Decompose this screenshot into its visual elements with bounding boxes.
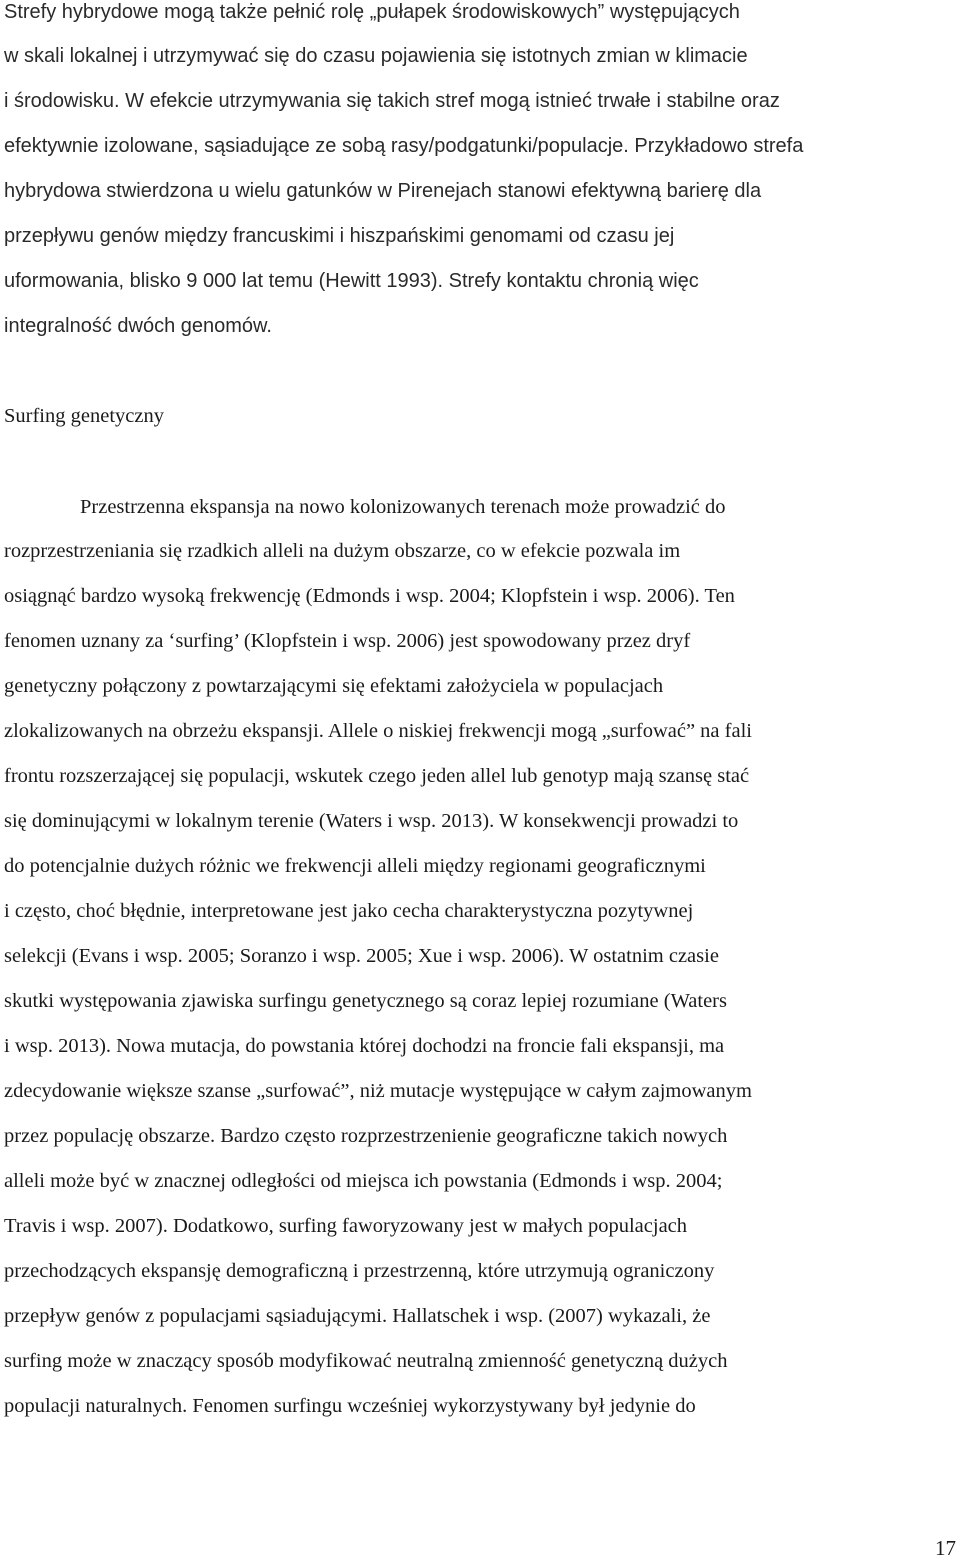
text-line: zlokalizowanych na obrzeżu ekspansji. Allele o niskiej frekwencji mogą „surfować” na fali	[4, 720, 752, 742]
text-line: przez populację obszarze. Bardzo często rozprzestrzenienie geograficzne takich nowych	[4, 1125, 728, 1147]
text-line: do potencjalnie dużych różnic we frekwencji alleli między regionami geograficznymi	[4, 855, 706, 877]
text-line: i wsp. 2013). Nowa mutacja, do powstania której dochodzi na froncie fali ekspansji, ma	[4, 1035, 725, 1057]
text-line: przepływu genów między francuskimi i hiszpańskimi genomami od czasu jej	[4, 225, 675, 247]
text-line: osiągnąć bardzo wysoką frekwencję (Edmonds i wsp. 2004; Klopfstein i wsp. 2006). Ten	[4, 585, 735, 607]
page-number: 17	[935, 1536, 956, 1560]
text-line: selekcji (Evans i wsp. 2005; Soranzo i wsp. 2005; Xue i wsp. 2006). W ostatnim czasie	[4, 945, 719, 967]
section-heading: Surfing genetyczny	[4, 405, 164, 427]
text-line: integralność dwóch genomów.	[4, 315, 272, 337]
text-line: się dominującymi w lokalnym terenie (Waters i wsp. 2013). W konsekwencji prowadzi to	[4, 810, 739, 832]
text-line: przechodzących ekspansję demograficzną i przestrzenną, które utrzymują ograniczony	[4, 1260, 715, 1282]
text-line: skutki występowania zjawiska surfingu genetycznego są coraz lepiej rozumiane (Waters	[4, 990, 727, 1012]
text-line: uformowania, blisko 9 000 lat temu (Hewitt 1993). Strefy kontaktu chronią więc	[4, 270, 699, 292]
text-line: frontu rozszerzającej się populacji, wskutek czego jeden allel lub genotyp mają szansę stać	[4, 765, 750, 787]
text-line: populacji naturalnych. Fenomen surfingu wcześniej wykorzystywany był jedynie do	[4, 1395, 696, 1417]
text-line: Travis i wsp. 2007). Dodatkowo, surfing faworyzowany jest w małych populacjach	[4, 1215, 688, 1237]
text-line: efektywnie izolowane, sąsiadujące ze sobą rasy/podgatunki/populacje. Przykładowo strefa	[4, 135, 804, 157]
text-line: i często, choć błędnie, interpretowane jest jako cecha charakterystyczna pozytywnej	[4, 900, 694, 922]
text-line: surfing może w znaczący sposób modyfikować neutralną zmienność genetyczną dużych	[4, 1350, 728, 1372]
text-line: przepływ genów z populacjami sąsiadującymi. Hallatschek i wsp. (2007) wykazali, że	[4, 1305, 711, 1327]
text-line: zdecydowanie większe szanse „surfować”, niż mutacje występujące w całym zajmowanym	[4, 1080, 752, 1102]
text-line: Strefy hybrydowe mogą także pełnić rolę „pułapek środowiskowych” występujących	[4, 1, 740, 23]
text-line: genetyczny połączony z powtarzającymi się efektami założyciela w populacjach	[4, 675, 664, 697]
text-line: hybrydowa stwierdzona u wielu gatunków w Pirenejach stanowi efektywną barierę dla	[4, 180, 762, 202]
text-line: w skali lokalnej i utrzymywać się do czasu pojawienia się istotnych zmian w klimacie	[4, 45, 748, 67]
text-line: i środowisku. W efekcie utrzymywania się takich stref mogą istnieć trwałe i stabilne oraz	[4, 90, 780, 112]
text-line: alleli może być w znacznej odległości od miejsca ich powstania (Edmonds i wsp. 2004;	[4, 1170, 723, 1192]
text-line: rozprzestrzeniania się rzadkich alleli na dużym obszarze, co w efekcie pozwala im	[4, 540, 681, 562]
text-line: fenomen uznany za ‘surfing’ (Klopfstein i wsp. 2006) jest spowodowany przez dryf	[4, 630, 691, 652]
text-line: Przestrzenna ekspansja na nowo kolonizowanych terenach może prowadzić do	[80, 496, 726, 518]
